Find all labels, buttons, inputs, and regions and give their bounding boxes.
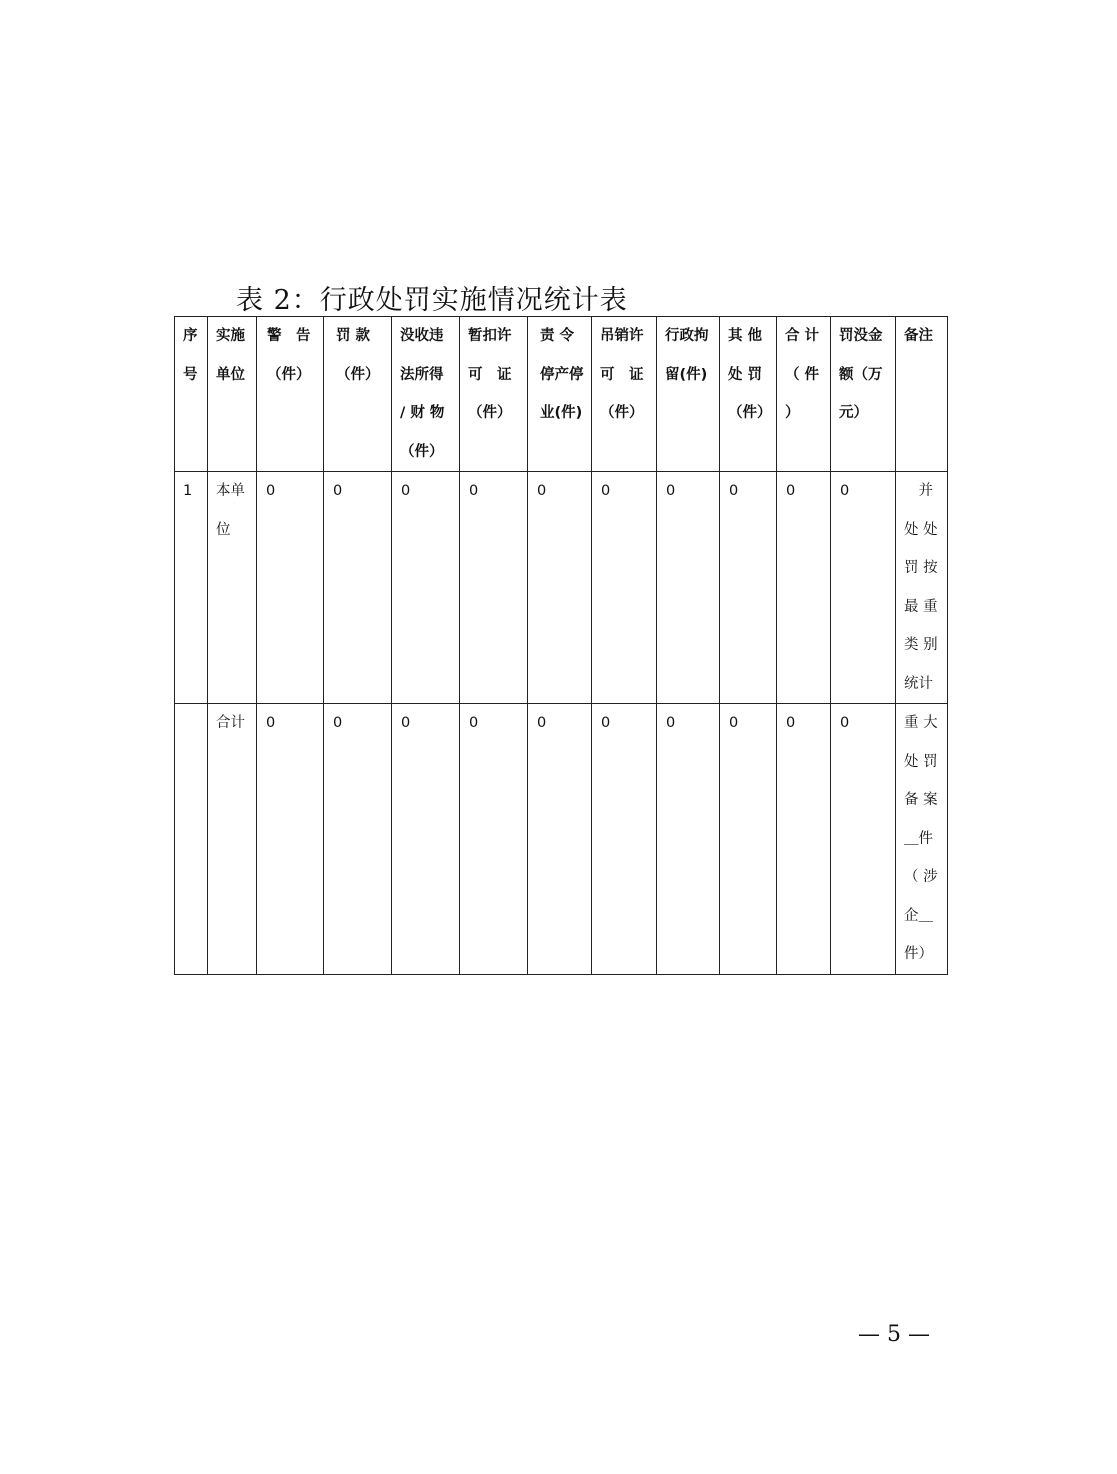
remark-line: 重 大 — [904, 715, 938, 731]
header-line: 可 证 — [600, 366, 644, 383]
column-header — [208, 317, 257, 472]
table-title: 表 2：行政处罚实施情况统计表 — [236, 285, 628, 316]
header-line: 备注 — [904, 328, 933, 344]
remark-cell — [896, 704, 948, 975]
header-line: 额（万 — [839, 366, 883, 383]
value-cell: 0 — [592, 472, 657, 704]
remark-line: 处 罚 — [904, 753, 938, 770]
column-header — [460, 317, 528, 472]
column-header — [257, 317, 324, 472]
value-cell: 0 — [257, 704, 324, 975]
header-line: （件） — [336, 366, 380, 383]
column-header — [720, 317, 777, 472]
remark-line: 统计 — [904, 675, 933, 692]
remark-line: 备 案 — [904, 792, 938, 808]
remark-cell — [896, 472, 948, 704]
value-cell: 0 — [324, 472, 392, 704]
column-header — [392, 317, 460, 472]
value-cell: 0 — [720, 704, 777, 975]
table-row — [175, 704, 948, 975]
header-line: （件） — [728, 405, 772, 421]
value-cell: 0 — [392, 472, 460, 704]
remark-line: 类 别 — [904, 637, 938, 653]
value-cell: 0 — [657, 472, 720, 704]
header-line: （件） — [267, 366, 311, 383]
value-cell: 0 — [720, 472, 777, 704]
unit-cell — [208, 472, 257, 704]
value-cell: 0 — [657, 704, 720, 975]
unit-line: 位 — [216, 521, 231, 538]
header-line: / 财 物 — [400, 405, 445, 421]
value-cell: 0 — [831, 704, 896, 975]
value-cell: 0 — [460, 472, 528, 704]
remark-line: 并 — [904, 483, 933, 499]
remark-line: （ 涉 — [904, 869, 938, 885]
column-header — [777, 317, 831, 472]
unit-cell — [208, 704, 257, 975]
value-cell: 0 — [777, 704, 831, 975]
header-line: 法所得 — [400, 366, 444, 383]
remark-line: 最 重 — [904, 598, 938, 615]
header-line: 留(件) — [665, 366, 708, 383]
header-line: 没收违 — [400, 328, 444, 344]
header-line: 停产停 — [540, 366, 584, 383]
header-line: （ 件 — [785, 366, 820, 383]
header-line: 可 证 — [468, 366, 512, 383]
page-number: — 5 — — [858, 1322, 930, 1347]
header-line: 暂扣许 — [468, 328, 512, 344]
header-line: 单位 — [216, 366, 245, 383]
header-line: 序 — [183, 328, 198, 344]
value-cell: 0 — [392, 704, 460, 975]
header-line: ） — [785, 405, 800, 421]
column-header — [896, 317, 948, 472]
header-line: （件） — [600, 405, 644, 421]
header-line: （件） — [400, 443, 444, 460]
header-line: 实施 — [216, 328, 245, 344]
value-cell: 0 — [460, 704, 528, 975]
unit-line: 合计 — [216, 715, 245, 731]
header-line: 处 罚 — [728, 366, 763, 383]
header-line: 吊销许 — [600, 328, 644, 344]
header-line: 罚没金 — [839, 328, 883, 344]
header-line: 业(件) — [540, 405, 583, 421]
remark-line: 罚 按 — [904, 560, 938, 576]
seq-cell: 1 — [175, 472, 208, 704]
value-cell: 0 — [257, 472, 324, 704]
remark-line: 件） — [904, 946, 933, 962]
value-cell: 0 — [324, 704, 392, 975]
column-header — [324, 317, 392, 472]
value-cell: 0 — [777, 472, 831, 704]
header-row — [175, 317, 948, 472]
column-header — [175, 317, 208, 472]
header-line: 警 告 — [267, 328, 311, 344]
header-line: 责 令 — [540, 328, 575, 344]
header-line: 合 计 — [785, 328, 820, 344]
column-header — [592, 317, 657, 472]
header-line: 罚 款 — [336, 328, 371, 344]
remark-line: 企＿ — [904, 907, 933, 924]
seq-cell — [175, 704, 208, 975]
header-line: 其 他 — [728, 328, 763, 344]
column-header — [831, 317, 896, 472]
header-line: 行政拘 — [665, 328, 709, 344]
header-line: （件） — [468, 405, 512, 421]
header-line: 元） — [839, 405, 868, 421]
value-cell: 0 — [528, 704, 592, 975]
table-row — [175, 472, 948, 704]
unit-line: 本单 — [216, 483, 245, 499]
column-header — [528, 317, 592, 472]
column-header — [657, 317, 720, 472]
header-line: 号 — [183, 366, 198, 383]
remark-line: 处 处 — [904, 521, 938, 538]
remark-line: ＿件 — [904, 830, 933, 847]
value-cell: 0 — [831, 472, 896, 704]
penalty-statistics-table — [174, 316, 948, 975]
value-cell: 0 — [528, 472, 592, 704]
value-cell: 0 — [592, 704, 657, 975]
